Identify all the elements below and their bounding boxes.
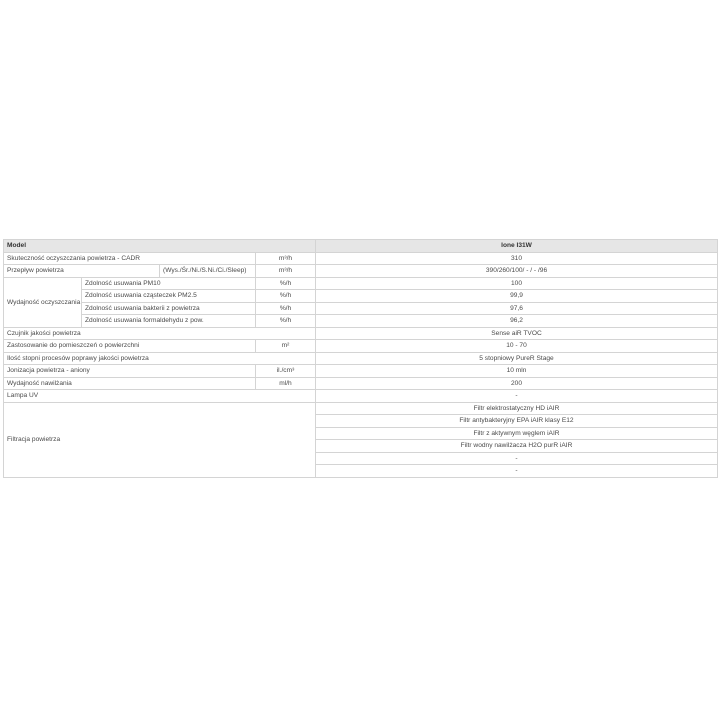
table-row	[4, 390, 718, 403]
table-row	[4, 315, 718, 328]
unit-cell: m²	[256, 340, 316, 353]
value-cell: 5 stopniowy PureR Stage	[316, 352, 718, 365]
value-cell: 10 mln	[316, 365, 718, 378]
unit-cell: il./cm³	[256, 365, 316, 378]
table-row	[4, 365, 718, 378]
table-row	[4, 277, 718, 290]
param-label: Zastosowanie do pomieszczeń o powierzchni	[4, 340, 256, 353]
table-row	[4, 340, 718, 353]
value-cell: Sense aiR TVOC	[316, 327, 718, 340]
unit-cell: %/h	[256, 290, 316, 303]
param-label: Wydajność oczyszczania	[4, 277, 82, 327]
value-cell: 97,6	[316, 302, 718, 315]
table-row	[4, 265, 718, 278]
param-label: Jonizacja powietrza - aniony	[4, 365, 256, 378]
value-cell: -	[316, 390, 718, 403]
param-label: Lampa UV	[4, 390, 316, 403]
unit-cell: %/h	[256, 315, 316, 328]
value-cell: -	[316, 465, 718, 478]
value-cell: 390/260/100/ - / - /96	[316, 265, 718, 278]
value-cell: Filtr wodny nawilżacza H2O purR iAIR	[316, 440, 718, 453]
unit-cell: m³/h	[256, 252, 316, 265]
value-cell: 310	[316, 252, 718, 265]
param-label: Przepływ powietrza	[4, 265, 160, 278]
table-row	[4, 352, 718, 365]
unit-cell: %/h	[256, 277, 316, 290]
spec-table	[3, 239, 718, 478]
sub-label: Zdolność usuwania cząsteczek PM2.5	[82, 290, 256, 303]
unit-cell: %/h	[256, 302, 316, 315]
spec-table-container	[3, 239, 717, 478]
value-cell: 99,9	[316, 290, 718, 303]
table-row	[4, 290, 718, 303]
sub-label: Zdolność usuwania formaldehydu z pow.	[82, 315, 256, 328]
table-row	[4, 252, 718, 265]
value-cell: Filtr z aktywnym węglem iAIR	[316, 427, 718, 440]
param-label: Filtracja powietrza	[4, 402, 316, 477]
model-header-label: Model	[4, 240, 316, 253]
value-cell: -	[316, 452, 718, 465]
param-label: Czujnik jakości powietrza	[4, 327, 316, 340]
sub-label: (Wys./Śr./Ni./S.Ni./Ci./Sleep)	[160, 265, 256, 278]
table-row	[4, 402, 718, 415]
table-header-row	[4, 240, 718, 253]
value-cell: Filtr antybakteryjny EPA iAIR klasy E12	[316, 415, 718, 428]
model-header-value: Ione I31W	[316, 240, 718, 253]
unit-cell: ml/h	[256, 377, 316, 390]
sub-label: Zdolność usuwania PM10	[82, 277, 256, 290]
table-row	[4, 302, 718, 315]
param-label: Skuteczność oczyszczania powietrza - CADR	[4, 252, 256, 265]
value-cell: 10 - 70	[316, 340, 718, 353]
value-cell: Filtr elektrostatyczny HD iAIR	[316, 402, 718, 415]
table-row	[4, 327, 718, 340]
value-cell: 200	[316, 377, 718, 390]
value-cell: 100	[316, 277, 718, 290]
param-label: Ilość stopni procesów poprawy jakości powietrza	[4, 352, 316, 365]
value-cell: 96,2	[316, 315, 718, 328]
table-row	[4, 377, 718, 390]
sub-label: Zdolność usuwania bakterii z powietrza	[82, 302, 256, 315]
unit-cell: m³/h	[256, 265, 316, 278]
param-label: Wydajność nawilżania	[4, 377, 256, 390]
